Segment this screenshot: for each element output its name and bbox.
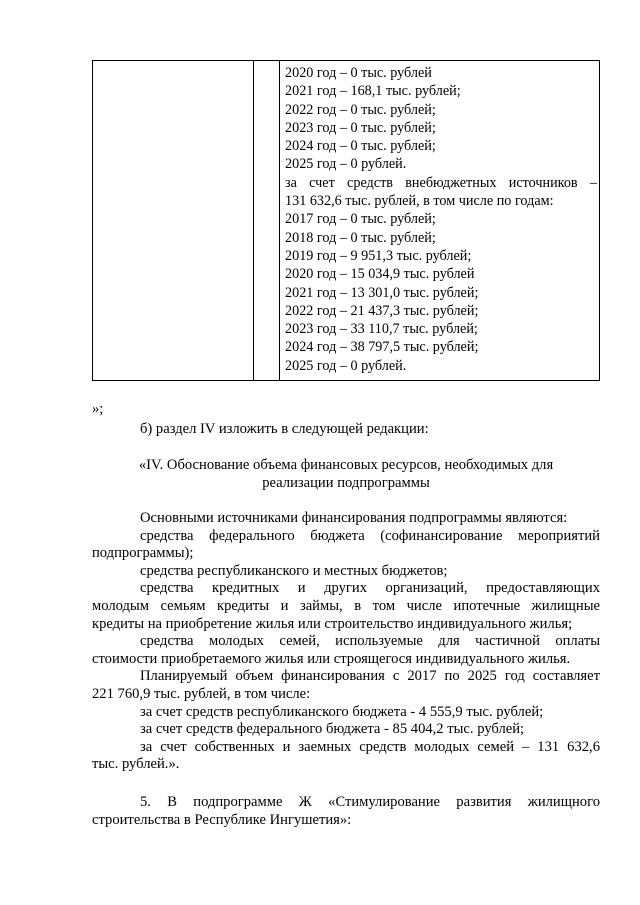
table-line: 2022 год – 21 437,3 тыс. рублей; [285, 302, 479, 319]
paragraph-line: 5. В подпрограмме Ж «Стимулирование развития жилищного [140, 794, 600, 810]
table-line: 2017 год – 0 тыс. рублей; [285, 211, 436, 228]
heading-line: «IV. Обоснование объема финансовых ресурсов, необходимых для [138, 457, 554, 473]
paragraph-line: молодым семьям кредиты и займы, в том числе ипотечные жилищные [92, 597, 600, 614]
paragraph-line: средства молодых семей, используемые для частичной оплаты [140, 633, 600, 650]
table-line: 2024 год – 38 797,5 тыс. рублей; [285, 339, 479, 356]
table-line: 2023 год – 33 110,7 тыс. рублей; [285, 321, 478, 338]
paragraph-line: за счет средств федерального бюджета - 85 404,2 тыс. рублей; [140, 721, 525, 738]
paragraph-line: средства республиканского и местных бюджетов; [140, 562, 448, 579]
paragraph-line: за счет собственных и заемных средств молодых семей – 131 632,6 [140, 738, 600, 755]
paragraph-line: строительства в Республике Ингушетия»: [92, 811, 352, 828]
heading-line: реализации подпрограммы [262, 474, 430, 491]
paragraph-line: Планируемый объем финансирования с 2017 по 2025 год составляет [140, 668, 600, 685]
paragraph-line: средства кредитных и других организаций, предоставляющих [140, 580, 600, 597]
table-column-divider [253, 61, 254, 380]
table-line: 2021 год – 13 301,0 тыс. рублей; [285, 284, 479, 301]
section-heading [92, 457, 600, 492]
table-line: за счет средств внебюджетных источников – [285, 174, 597, 191]
table-line: 2019 год – 9 951,3 тыс. рублей; [285, 247, 472, 264]
paragraph-line: кредиты на приобретение жилья или строительство индивидуального жилья; [92, 615, 573, 632]
table-line: 2023 год – 0 тыс. рублей; [285, 119, 436, 136]
table-cell-amounts [285, 64, 597, 375]
table-line: 2020 год – 15 034,9 тыс. рублей [285, 266, 475, 283]
paragraph-line: за счет средств республиканского бюджета - 4 555,9 тыс. рублей; [140, 703, 544, 720]
paragraph-line: средства федерального бюджета (софинансирование мероприятий [140, 527, 600, 544]
table-line: 2025 год – 0 рублей. [285, 357, 407, 374]
table-line: 131 632,6 тыс. рублей, в том числе по годам: [285, 193, 554, 210]
paragraph-line: тыс. рублей.». [92, 756, 180, 773]
table-line: 2024 год – 0 тыс. рублей; [285, 138, 436, 155]
section-intro: б) раздел IV изложить в следующей редакции: [140, 421, 429, 437]
table-line: 2022 год – 0 тыс. рублей; [285, 101, 436, 118]
table-line: 2020 год – 0 тыс. рублей [285, 65, 432, 81]
item-5-block [92, 794, 600, 829]
table-line: 2018 год – 0 тыс. рублей; [285, 229, 436, 246]
paragraph-line: Основными источниками финансирования подпрограммы являются: [140, 510, 568, 526]
funding-sources-block [92, 510, 600, 774]
table-column-divider [279, 61, 280, 380]
table-line: 2025 год – 0 рублей. [285, 156, 407, 173]
table-line: 2021 год – 168,1 тыс. рублей; [285, 83, 461, 100]
paragraph-line: стоимости приобретаемого жилья или строящегося индивидуального жилья. [92, 650, 571, 667]
closing-quote: »; [92, 401, 104, 417]
financing-table [92, 60, 600, 381]
paragraph-line: подпрограммы); [92, 545, 194, 562]
paragraph-line: 221 760,9 тыс. рублей, в том числе: [92, 685, 311, 702]
